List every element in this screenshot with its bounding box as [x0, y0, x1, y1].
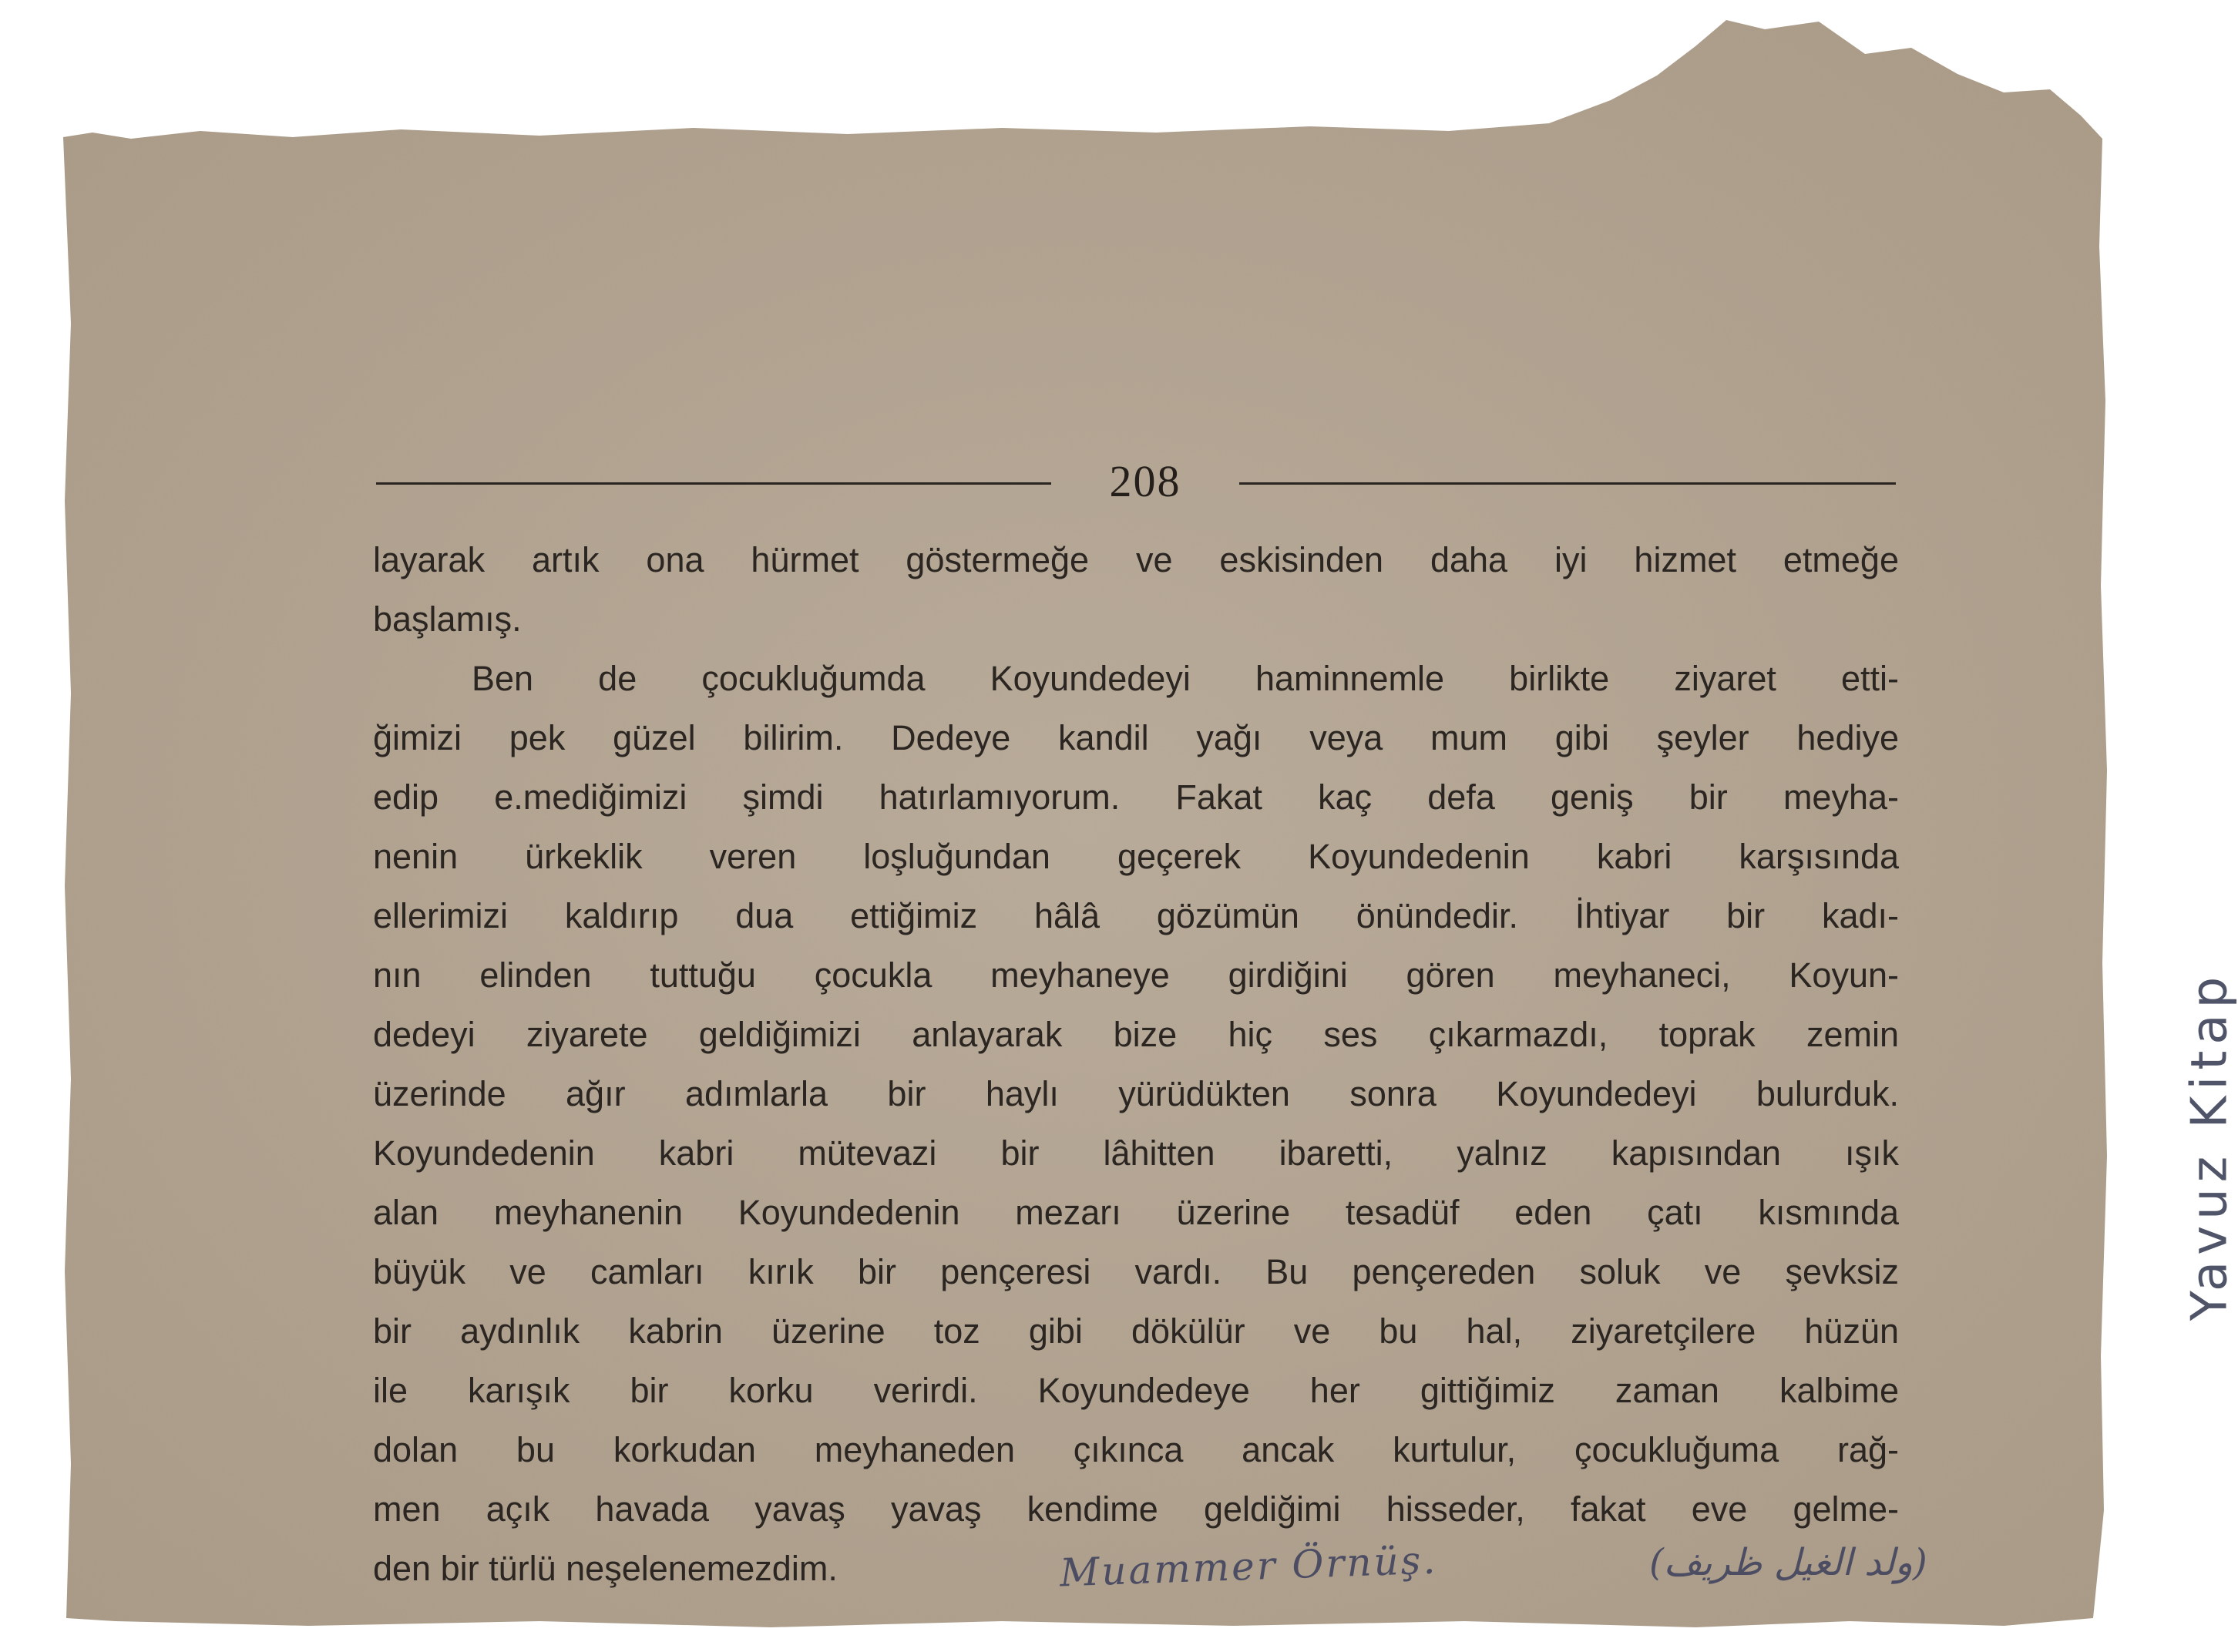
page-number: 208 [1109, 456, 1181, 506]
text-line: den bir türlü neşelenemezdim. [373, 1549, 838, 1588]
margin-handwritten-note: Yavuz Kitap [2181, 970, 2238, 1321]
page-header [376, 447, 1896, 516]
text-line: Koyundedenin kabri mütevazi bir lâhitten ibaretti, yalnız kapısından ışık [373, 1133, 1899, 1173]
header-rule-left [376, 482, 1051, 485]
text-line: büyük ve camları kırık bir pençeresi vardı. Bu pençereden soluk ve şevksiz [373, 1252, 1899, 1291]
text-line: edip e.mediğimizi şimdi hatırlamıyorum. Fakat kaç defa geniş bir meyha- [373, 777, 1899, 817]
text-line: ile karışık bir korku verirdi. Koyundedeye her gittiğimiz zaman kalbime [373, 1371, 1899, 1410]
text-line: layarak artık ona hürmet göstermeğe ve eskisinden daha iyi hizmet etmeğe [373, 540, 1899, 579]
text-line: dolan bu korkudan meyhaneden çıkınca ancak kurtulur, çocukluğuma rağ- [373, 1430, 1899, 1469]
header-rule-right [1239, 482, 1896, 485]
text-line: nın elinden tuttuğu çocukla meyhaneye girdiğini gören meyhaneci, Koyun- [373, 955, 1899, 995]
text-line: dedeyi ziyarete geldiğimizi anlayarak bize hiç ses çıkarmazdı, toprak zemin [373, 1015, 1899, 1054]
handwritten-signature: Muammer Örnüş. [1059, 1537, 1439, 1596]
text-line: men açık havada yavaş yavaş kendime geldiğimi hisseder, fakat eve gelme- [373, 1489, 1899, 1529]
text-line: nenin ürkeklik veren loşluğundan geçerek Koyundedenin kabri karşısında [373, 837, 1899, 876]
text-line: alan meyhanenin Koyundedenin mezarı üzerine tesadüf eden çatı kısmında [373, 1193, 1899, 1232]
text-line: başlamış. [373, 599, 522, 639]
body-text [373, 530, 1899, 1598]
handwritten-note: (ولد الغيل ظريف) [1649, 1541, 1927, 1584]
text-line: ellerimizi kaldırıp dua ettiğimiz hâlâ gözümün önündedir. İhtiyar bir kadı- [373, 896, 1899, 935]
text-line: Ben de çocukluğumda Koyundedeyi haminnemle birlikte ziyaret etti- [472, 659, 1899, 698]
text-line: ğimizi pek güzel bilirim. Dedeye kandil yağı veya mum gibi şeyler hediye [373, 718, 1899, 757]
text-line: bir aydınlık kabrin üzerine toz gibi dökülür ve bu hal, ziyaretçilere hüzün [373, 1311, 1899, 1351]
text-line: üzerinde ağır adımlarla bir haylı yürüdükten sonra Koyundedeyi bulurduk. [373, 1074, 1899, 1113]
